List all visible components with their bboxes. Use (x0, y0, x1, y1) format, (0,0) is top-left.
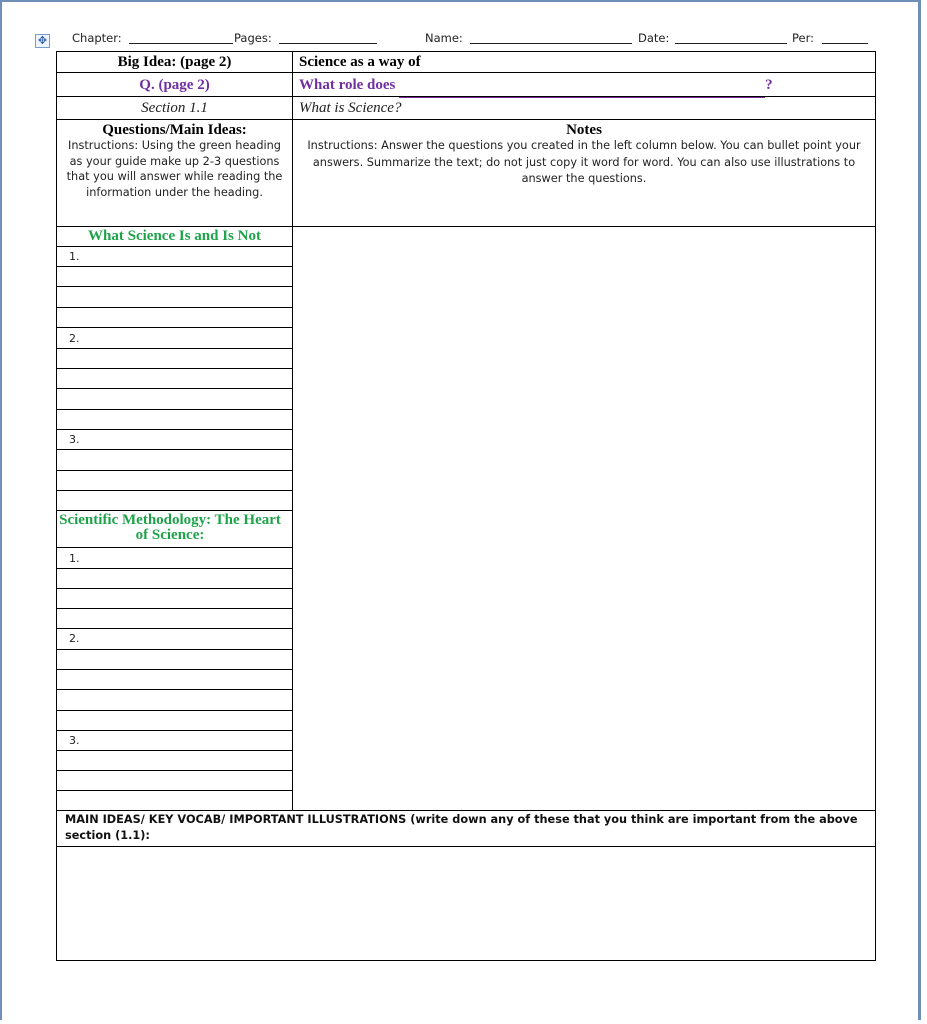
rule-line (57, 307, 292, 308)
question-number-1a: 1. (69, 250, 80, 263)
rule-line (57, 750, 292, 751)
rule-line (57, 470, 292, 471)
rule-line (57, 790, 292, 791)
rule-line (57, 588, 292, 589)
rule-line (57, 568, 292, 569)
table-move-handle-icon[interactable]: ✥ (35, 34, 50, 48)
notes-area[interactable] (293, 228, 875, 810)
cornell-notes-table (56, 51, 876, 961)
rule-line (57, 490, 292, 491)
question-number-2b: 2. (69, 632, 80, 645)
section-label: Section 1.1 (141, 100, 208, 116)
right-instructions: Instructions: Answer the questions you created in the left column below. You can bullet point your answers. Summarize the text; do not just copy it word for word. You can also use illustrations to answer the questions. (307, 139, 861, 185)
rule-line (57, 608, 292, 609)
rule-line (57, 266, 292, 267)
questions-heading: Questions/Main Ideas: (102, 122, 247, 138)
rule-line (57, 689, 292, 690)
section-title: What is Science? (299, 100, 402, 116)
question-number-2a: 2. (69, 332, 80, 345)
green-heading-2: Scientific Methodology: The Heart of Science: (59, 512, 281, 543)
rule-line (57, 429, 292, 430)
pages-blank[interactable] (279, 43, 377, 44)
footer-writing-area[interactable] (57, 847, 875, 960)
rule-line (57, 770, 292, 771)
per-blank[interactable] (822, 43, 868, 44)
name-label: Name: (425, 31, 463, 45)
rule-line (57, 388, 292, 389)
green-heading-1: What Science Is and Is Not (88, 228, 261, 244)
footer-label: MAIN IDEAS/ KEY VOCAB/ IMPORTANT ILLUSTRATIONS (write down any of these that you think are important from the above section (1.1): (65, 813, 858, 842)
name-blank[interactable] (470, 43, 632, 44)
question-text: What role does (299, 77, 396, 93)
question-number-3b: 3. (69, 734, 80, 747)
left-instructions: Instructions: Using the green heading as your guide make up 2-3 questions that you will answer while reading the information under the heading. (66, 139, 283, 199)
header-line (72, 31, 872, 47)
instructions-row (57, 120, 875, 227)
rule-line (57, 348, 292, 349)
big-idea-row (57, 52, 875, 73)
big-idea-text: Science as a way of (299, 54, 421, 70)
question-label: Q. (page 2) (139, 77, 210, 93)
big-idea-label: Big Idea: (page 2) (117, 54, 232, 70)
footer-top-rule (57, 810, 875, 811)
rule-line (57, 730, 292, 731)
rule-line (57, 547, 292, 548)
rule-line (57, 246, 292, 247)
rule-line (57, 327, 292, 328)
rule-line (57, 449, 292, 450)
rule-line (57, 286, 292, 287)
chapter-label: Chapter: (72, 31, 122, 45)
right-instructions-cell (293, 120, 875, 226)
question-row (57, 73, 875, 97)
rule-line (57, 649, 292, 650)
rule-line (57, 628, 292, 629)
date-label: Date: (638, 31, 670, 45)
question-mark: ? (765, 77, 773, 93)
rule-line (57, 409, 292, 410)
rule-line (57, 669, 292, 670)
section-row (57, 97, 875, 120)
left-instructions-cell (57, 120, 292, 226)
question-number-3a: 3. (69, 433, 80, 446)
rule-line (57, 710, 292, 711)
chapter-blank[interactable] (129, 43, 233, 44)
pages-label: Pages: (234, 31, 272, 45)
per-label: Per: (792, 31, 815, 45)
question-cell[interactable] (299, 73, 869, 96)
question-blank[interactable] (399, 73, 765, 98)
notes-heading: Notes (566, 122, 602, 138)
question-number-1b: 1. (69, 552, 80, 565)
big-idea-cell[interactable] (299, 52, 869, 72)
rule-line (57, 368, 292, 369)
date-blank[interactable] (675, 43, 787, 44)
big-idea-blank[interactable] (421, 52, 697, 73)
rule-line (57, 510, 292, 511)
